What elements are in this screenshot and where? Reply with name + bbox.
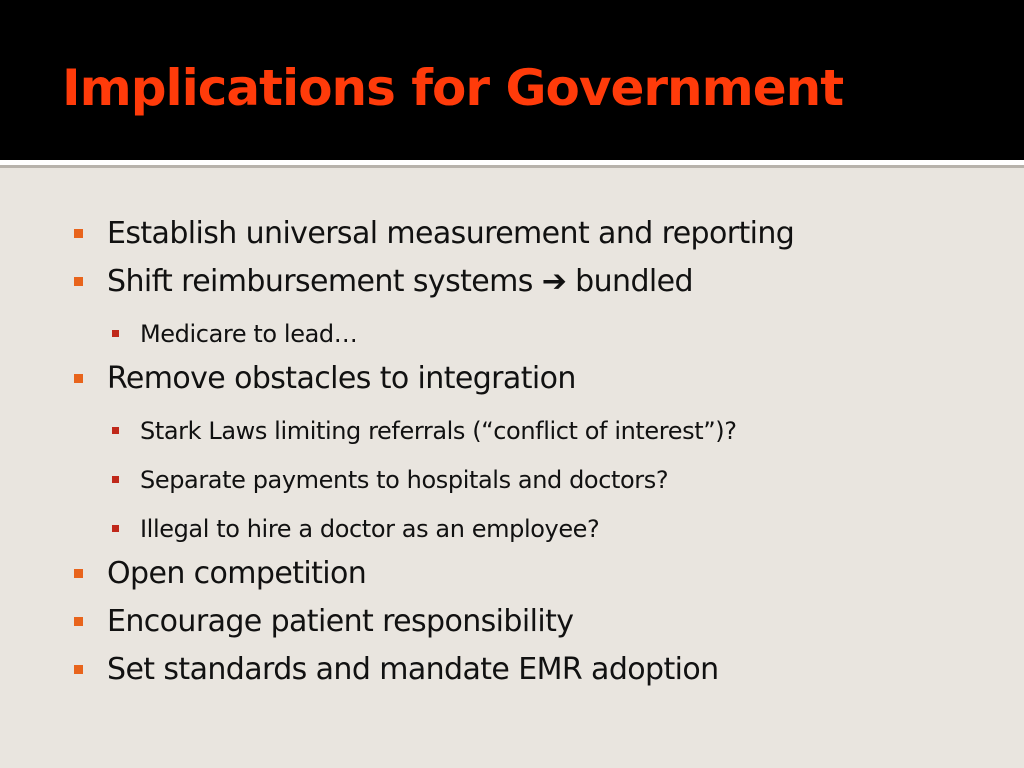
square-bullet-icon [74, 665, 83, 674]
square-bullet-icon [74, 374, 83, 383]
small-square-bullet-icon [112, 330, 119, 337]
square-bullet-icon [74, 229, 83, 238]
sub-bullet-text: Medicare to lead… [140, 320, 358, 348]
bullet-text: Shift reimbursement systems ➔ bundled [107, 264, 693, 299]
sub-bullet-text: Stark Laws limiting referrals (“conflict of interest”)? [140, 417, 737, 445]
bullet-text: Encourage patient responsibility [107, 604, 574, 639]
square-bullet-icon [74, 617, 83, 626]
sub-bullet-text: Illegal to hire a doctor as an employee? [140, 515, 600, 543]
bullet-text: Set standards and mandate EMR adoption [107, 652, 719, 687]
square-bullet-icon [74, 277, 83, 286]
bullet-text: Establish universal measurement and reporting [107, 216, 795, 251]
small-square-bullet-icon [112, 427, 119, 434]
square-bullet-icon [74, 569, 83, 578]
bullet-text: Remove obstacles to integration [107, 361, 576, 396]
small-square-bullet-icon [112, 525, 119, 532]
bullet-text: Open competition [107, 556, 367, 591]
slide-title: Implications for Government [62, 59, 844, 117]
small-square-bullet-icon [112, 476, 119, 483]
sub-bullet-text: Separate payments to hospitals and doctors? [140, 466, 669, 494]
